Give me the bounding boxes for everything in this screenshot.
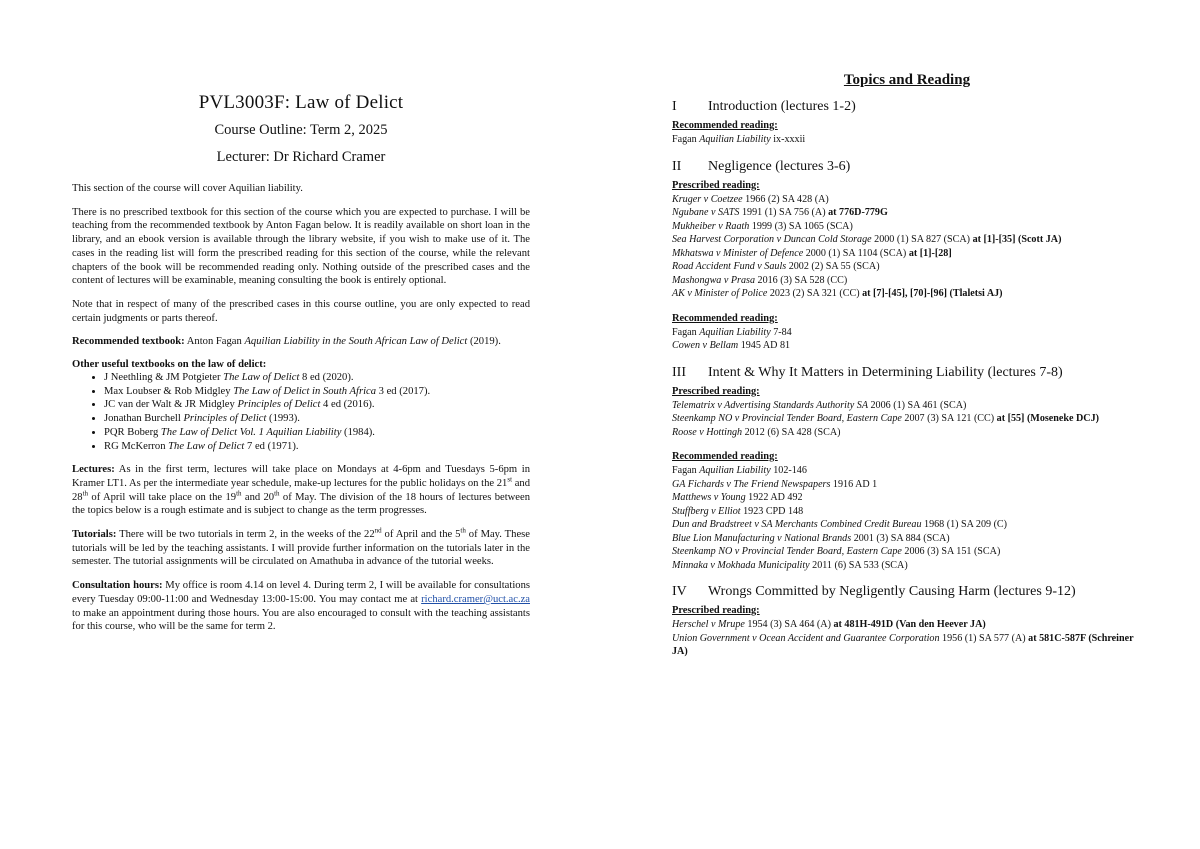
case-name: Steenkamp NO v Provincial Tender Board, Eastern Cape	[672, 546, 902, 557]
case-citation: 1923 CPD 148	[740, 505, 804, 517]
section-heading	[672, 584, 1142, 600]
textbook-item	[104, 398, 530, 412]
textbook-title: The Law of Delict	[168, 440, 245, 452]
case-entry	[672, 618, 1142, 632]
case-citation: 2007 (3) SA 121 (CC)	[901, 413, 997, 424]
reading-list	[672, 618, 1142, 659]
topics-sections	[672, 99, 1142, 659]
lectures-text: As in the first term, lectures will take place on Mondays at 4-6pm and Tuesdays 5-6pm in Kramer LT1. As per the intermediate year schedule, make-up lectures for the public holidays on the 21	[72, 464, 530, 489]
case-citation: 2001 (3) SA 884 (SCA)	[851, 532, 950, 544]
section-heading	[672, 159, 1142, 175]
recommended-author: Anton Fagan	[184, 336, 245, 348]
reading-label: Recommended reading:	[672, 120, 778, 131]
case-entry	[672, 632, 1142, 659]
case-citation: 102-146	[770, 465, 807, 476]
tutorials-label: Tutorials:	[72, 529, 117, 541]
case-entry	[672, 478, 1142, 492]
case-prefix: Fagan	[672, 465, 700, 476]
case-entry	[672, 545, 1142, 559]
ordinal: st	[507, 475, 513, 484]
textbook-title: The Law of Delict in South Africa	[233, 385, 377, 397]
case-pinpoint: at [7]-[45], [70]-[96] (Tlaletsi AJ)	[862, 288, 1003, 299]
section-number: IV	[672, 584, 687, 599]
textbook-author: JC van der Walt & JR Midgley	[104, 399, 238, 411]
case-entry	[672, 399, 1142, 413]
intro-paragraph: This section of the course will cover Aquilian liability.	[72, 183, 303, 194]
course-subtitle: Course Outline: Term 2, 2025	[214, 122, 388, 138]
tutorials-paragraph	[72, 528, 530, 569]
case-entry	[672, 464, 1142, 478]
case-citation: 1999 (3) SA 1065 (SCA)	[749, 220, 853, 232]
case-citation: 1966 (2) SA 428 (A)	[742, 193, 829, 205]
section-number: I	[672, 99, 677, 114]
case-name: Aquilian Liability	[699, 326, 771, 338]
case-citation: 2006 (1) SA 461 (SCA)	[867, 399, 967, 411]
consultation-paragraph	[72, 579, 530, 634]
tutorials-text: of April and the 5	[381, 529, 461, 541]
ordinal: nd	[374, 526, 382, 535]
case-name: Union Government v Ocean Accident and Guarantee Corporation	[672, 632, 940, 644]
case-entry	[672, 518, 1142, 532]
lectures-text: and 28	[72, 477, 530, 503]
textbook-title: Principles of Delict	[237, 399, 321, 411]
case-name: Mukheiber v Raath	[672, 220, 750, 232]
case-prefix: Fagan	[672, 134, 700, 145]
case-name: Mashongwa v Prasa	[672, 274, 755, 286]
reading-label: Prescribed reading:	[672, 179, 760, 191]
section-title: Intent & Why It Matters in Determining Liability (lectures 7-8)	[708, 364, 1063, 380]
textbook-item	[104, 412, 530, 426]
case-citation: 2000 (1) SA 1104 (SCA)	[803, 247, 909, 259]
textbook-item	[104, 440, 530, 454]
case-entry	[672, 220, 1142, 234]
case-name: Kruger v Coetzee	[672, 193, 743, 205]
case-citation: 2016 (3) SA 528 (CC)	[755, 274, 848, 286]
reading-list	[672, 193, 1142, 301]
textbook-title: The Law of Delict	[223, 372, 300, 384]
case-name: Herschel v Mrupe	[672, 619, 745, 630]
case-name: Sea Harvest Corporation v Duncan Cold Storage	[672, 234, 872, 245]
case-citation: 1945 AD 81	[738, 340, 791, 351]
textbook-edition: (1993).	[266, 413, 300, 425]
textbook-author: RG McKerron	[104, 440, 169, 452]
textbook-author: PQR Boberg	[104, 426, 161, 438]
case-pinpoint: at [1]-[35] (Scott JA)	[972, 234, 1062, 245]
case-name: GA Fichards v The Friend Newspapers	[672, 478, 831, 490]
textbook-edition: 3 ed (2017).	[376, 385, 431, 397]
case-citation: 1956 (1) SA 577 (A)	[939, 632, 1029, 644]
case-citation: 1991 (1) SA 756 (A)	[739, 207, 829, 218]
textbook-author: Jonathan Burchell	[104, 413, 184, 425]
course-title: PVL3003F: Law of Delict	[198, 92, 404, 113]
case-pinpoint: at [1]-[28]	[908, 247, 952, 259]
case-entry	[672, 505, 1142, 519]
case-citation: 2023 (2) SA 321 (CC)	[767, 288, 863, 299]
case-name: Stuffberg v Elliot	[672, 505, 741, 517]
case-citation: 1968 (1) SA 209 (C)	[921, 519, 1008, 530]
case-name: Road Accident Fund v Sauls	[672, 261, 787, 272]
recommended-textbook-label: Recommended textbook:	[72, 336, 185, 348]
case-entry	[672, 426, 1142, 440]
consultation-text: to make an appointment during those hours. You are also encouraged to consult with the teaching assistants for this course, who will be the same for term 2.	[72, 607, 530, 633]
case-name: Matthews v Young	[672, 492, 746, 503]
case-entry	[672, 233, 1142, 247]
case-citation: 1954 (3) SA 464 (A)	[744, 619, 834, 630]
case-pinpoint: at [55] (Moseneke DCJ)	[996, 413, 1099, 424]
case-citation: 7-84	[770, 326, 792, 338]
case-entry	[672, 559, 1142, 573]
lectures-label: Lectures:	[72, 464, 115, 476]
reading-label: Prescribed reading:	[672, 385, 760, 397]
textbook-item	[104, 426, 530, 440]
lectures-text: and 20	[241, 491, 275, 503]
case-entry	[672, 412, 1142, 426]
case-pinpoint: at 481H-491D (Van den Heever JA)	[833, 619, 986, 630]
textbook-item	[104, 385, 530, 399]
case-name: Telematrix v Advertising Standards Authority SA	[672, 399, 868, 411]
email-link[interactable]: richard.cramer@uct.ac.za	[421, 593, 530, 605]
textbook-edition: 7 ed (1971).	[244, 440, 299, 452]
lectures-paragraph	[72, 463, 530, 518]
case-name: Aquilian Liability	[699, 465, 771, 476]
case-name: Cowen v Bellam	[672, 340, 739, 351]
section-number: III	[672, 364, 686, 380]
recommended-title: Aquilian Liability in the South African Law of Delict	[244, 336, 468, 348]
case-citation: 2006 (3) SA 151 (SCA)	[901, 546, 1001, 557]
case-name: Aquilian Liability	[699, 134, 771, 145]
reading-list	[672, 464, 1142, 572]
case-citation: 1922 AD 492	[745, 492, 803, 503]
case-name: Blue Lion Manufacturing v National Brands	[672, 532, 852, 544]
consultation-text: My office is room 4.14 on level 4. During term 2, I will be available for consultations every Tuesday 09:00-11:00 and Wednesday 13:00-15:00. You may contact me at	[72, 580, 530, 605]
lectures-text: of April will take place on the 19	[88, 491, 237, 503]
other-textbooks-heading: Other useful textbooks on the law of delict:	[72, 359, 267, 371]
lectures-text: of May. The division of the 18 hours of lectures between the topics below is a rough estimate and is subject to change as the term progresses.	[72, 491, 531, 517]
textbook-title: The Law of Delict Vol. 1 Aquilian Liability	[160, 426, 342, 438]
case-name: AK v Minister of Police	[672, 288, 768, 299]
case-citation: 2012 (6) SA 428 (SCA)	[742, 426, 841, 438]
case-pinpoint: at 581C-587F (Schreiner JA)	[672, 632, 1134, 657]
case-entry	[672, 274, 1142, 288]
section-heading	[672, 365, 1142, 381]
reading-list	[672, 133, 1142, 147]
case-entry	[672, 339, 1142, 353]
right-page	[672, 0, 1142, 849]
case-entry	[672, 532, 1142, 546]
case-entry	[672, 287, 1142, 301]
topics-title: Topics and Reading	[843, 72, 971, 88]
tutorials-text: There will be two tutorials in term 2, in the weeks of the 22	[116, 529, 375, 541]
consultation-label: Consultation hours:	[72, 580, 163, 592]
case-prefix: Fagan	[672, 326, 700, 338]
textbook-edition: 4 ed (2016).	[320, 399, 375, 411]
case-citation: 2011 (6) SA 533 (SCA)	[809, 559, 908, 571]
ordinal: th	[236, 489, 242, 498]
other-textbooks-list	[72, 371, 530, 453]
case-entry	[672, 206, 1142, 220]
reading-label: Recommended reading:	[672, 312, 778, 324]
textbook-item	[104, 371, 530, 385]
ordinal: th	[274, 489, 280, 498]
reading-list	[672, 399, 1142, 440]
case-name: Steenkamp NO v Provincial Tender Board, Eastern Cape	[672, 413, 902, 424]
case-entry	[672, 133, 1142, 147]
textbook-author: Max Loubser & Rob Midgley	[104, 385, 234, 397]
reading-list	[672, 326, 1142, 353]
tutorials-text: of May. These tutorials will be led by the teaching assistants. I will provide further information on the tutorials later in the semester. The tutorial assignments will be circulated on Amathuba in advance of the tutorial weeks.	[72, 529, 530, 568]
ordinal: th	[460, 526, 466, 535]
section-heading	[672, 99, 1142, 115]
textbook-title: Principles of Delict	[183, 413, 267, 425]
case-name: Ngubane v SATS	[672, 207, 740, 218]
reading-label: Recommended reading:	[672, 451, 778, 462]
section-number: II	[672, 158, 682, 174]
case-entry	[672, 247, 1142, 261]
case-citation: ix-xxxii	[770, 134, 806, 145]
section-title: Wrongs Committed by Negligently Causing Harm (lectures 9-12)	[708, 584, 1076, 599]
ordinal: th	[82, 489, 89, 498]
textbook-paragraph: There is no prescribed textbook for this section of the course which you are expected to purchase. I will be teaching from the recommended textbook by Anton Fagan below. It is readily available on short loan in the library, and an ebook version is available through the library website, if you wish to make use of it. The cases in the reading list will form the prescribed reading for this section of the course, while the relevant chapters of the book will be recommended reading only. Nothing outside of the prescribed cases and the content of lectures will be examinable, meaning consulting the book is entirely optional.	[72, 206, 530, 287]
section-title: Negligence (lectures 3-6)	[708, 158, 851, 174]
case-entry	[672, 326, 1142, 340]
case-citation: 2002 (2) SA 55 (SCA)	[786, 261, 880, 272]
case-name: Dun and Bradstreet v SA Merchants Combined Credit Bureau	[672, 519, 922, 530]
note-paragraph: Note that in respect of many of the prescribed cases in this course outline, you are only expected to read certain judgments or parts thereof.	[72, 298, 530, 324]
reading-label: Prescribed reading:	[672, 605, 760, 616]
case-citation: 2000 (1) SA 827 (SCA)	[871, 234, 973, 245]
textbook-edition: 8 ed (2020).	[299, 372, 354, 384]
case-name: Minnaka v Mokhada Municipality	[672, 559, 810, 571]
case-name: Mkhatswa v Minister of Defence	[672, 247, 804, 259]
section-title: Introduction (lectures 1-2)	[708, 99, 856, 114]
textbook-author: J Neethling & JM Potgieter	[104, 372, 224, 384]
case-entry	[672, 193, 1142, 207]
left-page	[72, 0, 530, 849]
case-pinpoint: at 776D-779G	[828, 207, 888, 218]
case-entry	[672, 260, 1142, 274]
case-entry	[672, 491, 1142, 505]
lecturer-line: Lecturer: Dr Richard Cramer	[216, 149, 386, 165]
case-name: Roose v Hottingh	[672, 426, 743, 438]
recommended-textbook	[72, 335, 530, 349]
textbook-edition: (1984).	[341, 426, 375, 438]
recommended-year: (2019).	[467, 336, 501, 348]
case-citation: 1916 AD 1	[830, 478, 878, 490]
